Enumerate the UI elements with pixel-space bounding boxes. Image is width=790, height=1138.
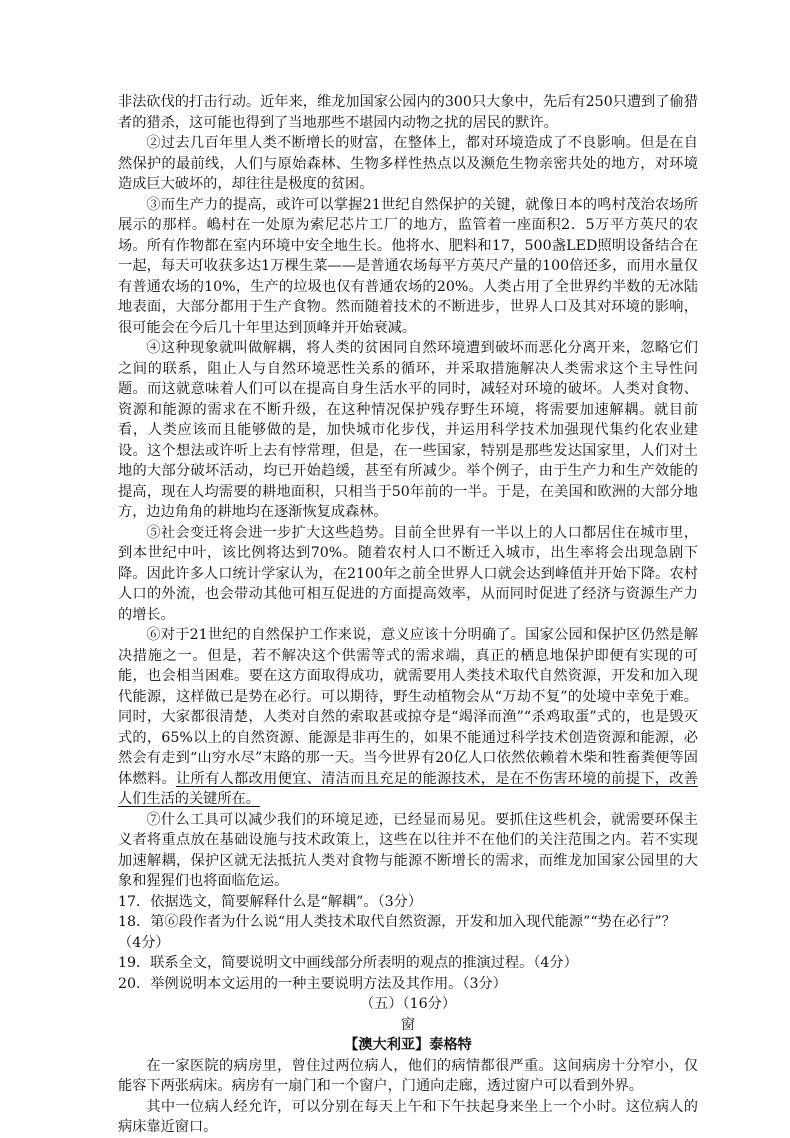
question-20: 20．举例说明本文运用的一种主要说明方法及其作用。（3分） <box>118 975 507 992</box>
paragraph-6-text: ⑥对于21世纪的自然保护工作来说，意义应该十分明确了。国家公园和保护区仍然是解决措施之一。但是，若不解决这个供需等式的需求端，真正的栖息地保护即便有实现的可能，也会相当困难。要在这方面取得成功，就需要用人类技术取代自然资源，开发和加入现代能源，这样做已是势在必行。可以期待，野生动植物会从“万劫不复”的处境中幸免于难。同时，大家都很清楚，人类对自然的索取甚或掠夺是“竭泽而渔”“杀鸡取蛋”式的，也是毁灭式的，65%以上的自然资源、能源是非再生的，如果不能通过科学技术创造资源和能源，必然会有走到“山穷水尽”末路的那一天。当今世界有20亿人口依然依赖着木柴和牲畜粪便等固体燃料。 <box>118 627 698 787</box>
passage-paragraph-2: ②过去几百年里人类不断增长的财富，在整体上，都对环境造成了不良影响。但是在自然保护的最前线，人们与原始森林、生物多样性热点以及濒危生物亲密共处的地方，对环境造成巨大破坏的，却往往是极度的贫困。 <box>118 135 698 192</box>
story-paragraph-2: 其中一位病人经允许，可以分别在每天上午和下午扶起身来坐上一个小时。这位病人的病床靠近窗口。 <box>118 1098 698 1135</box>
story-author: 【澳大利亚】泰格特 <box>344 1037 472 1053</box>
question-19: 19．联系全文，简要说明文中画线部分所表明的观点的推演过程。（4分） <box>118 955 578 971</box>
passage-paragraph-5: ⑤社会变迁将会进一步扩大这些趋势。目前全世界有一半以上的人口都居住在城市里，到本世纪中叶，该比例将达到70%。随着农村人口不断迁入城市，出生率将会出现急剧下降。因此许多人口统计学家认为，在2100年之前全世界人口就会达到峰值并开始下降。农村人口的外流，也会带动其他可相互促进的方面提高效率，从而同时促进了经济与资源生产力的增长。 <box>118 524 698 623</box>
passage-paragraph-6 <box>118 625 698 810</box>
section-header: （五）（16分） <box>359 996 457 1012</box>
story-title: 窗 <box>400 1016 416 1033</box>
underlined-sentence: 让所有人都改用便宜、清洁而且充足的能源技术，是在不伤害环境的前提下，改善人们生活的关键所在。 <box>118 770 698 807</box>
story-paragraph-1: 在一家医院的病房里，曾住过两位病人，他们的病情都很严重。这间病房十分窄小，仅能容下两张病床。病房有一扇门和一个窗户，门通向走廊，透过窗户可以看到外界。 <box>118 1057 698 1094</box>
question-17: 17．依据选文，简要解释什么是“解耦”。（3分） <box>118 893 423 910</box>
passage-paragraph-3: ③而生产力的提高，或许可以掌握21世纪自然保护的关键，就像日本的鸣村茂治农场所展示的那样。嶋村在一处原为索尼芯片工厂的地方，监管着一座面积2．5万平方英尺的农场。所有作物都在室内环境中安全地生长。他将水、肥料和17，500盏LED照明设备结合在一起，每天可收获多达1万棵生菜——是普通农场每平方英尺产量的100倍还多，而用水量仅有普通农场的10%，生产的垃圾也仅有普通农场的20%。人类占用了全世界约半数的无冰陆地表面，大部分都用于生产食物。然而随着技术的不断进步，世界人口及其对环境的影响，很可能会在今后几十年里达到顶峰并开始衰减。 <box>118 196 698 336</box>
passage-paragraph-7: ⑦什么工具可以减少我们的环境足迹，已经显而易见。要抓住这些机会，就需要环保主义者将重点放在基础设施与技术政策上，这些在以往并不在他们的关注范围之内。若不实现加速解耦，保护区就无法抵抗人类对食物与能源不断增长的需求，而维龙加国家公园里的大象和猩猩们也将面临危运。 <box>118 811 698 889</box>
passage-paragraph-continued: 非法砍伐的打击行动。近年来，维龙加国家公园内的300只大象中，先后有250只遭到了偷猎者的猎杀，这可能也得到了当地那些不堪园内动物之扰的居民的默许。 <box>118 94 698 131</box>
question-18: 18．第⑥段作者为什么说“用人类技术取代自然资源，开发和加入现代能源”“势在必行”？（4分） <box>118 914 676 951</box>
passage-paragraph-4: ④这种现象就叫做解耦，将人类的贫困同自然环境遭到破坏而恶化分离开来，忽略它们之间的联系，阻止人与自然环境恶性关系的循环，并采取措施解决人类需求这个主导性问题。而这就意味着人们可以在提高自身生活水平的同时，减轻对环境的破坏。人类对食物、资源和能源的需求在不断升级，在这种情况保护残存野生环境，将需要加速解耦。就目前看，人类应该而且能够做的是，加快城市化步伐，并运用科学技术加强现代集约化农业建设。这个想法或许听上去有悖常理，但是，在一些国家，特别是那些发达国家里，人们对土地的大部分破坏活动，均已开始趋缓，甚至有所减少。举个例子，由于生产力和生产效能的提高，现在人均需要的耕地面积，只相当于50年前的一半。于是，在美国和欧洲的大部分地方，边边角角的耕地均在逐渐恢复成森林。 <box>118 340 698 520</box>
